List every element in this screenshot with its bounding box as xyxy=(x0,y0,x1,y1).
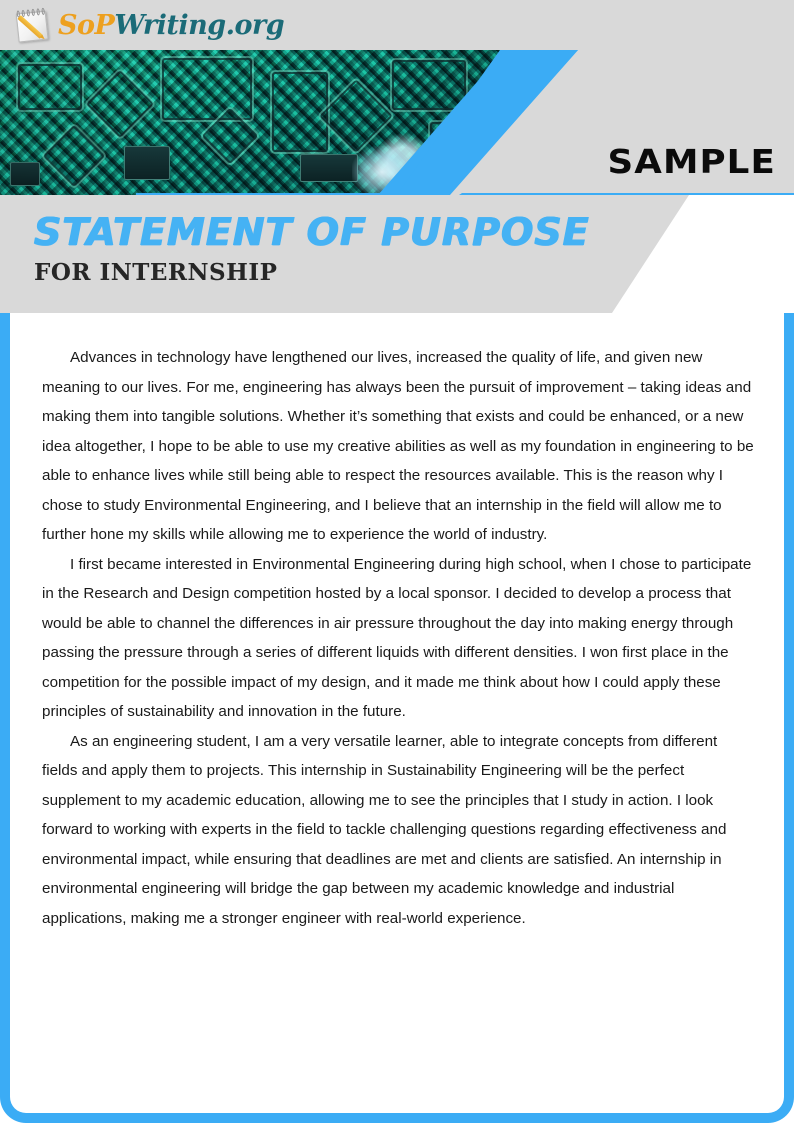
notepad-pencil-icon xyxy=(12,6,53,44)
paragraph: Advances in technology have lengthened our lives, increased the quality of life, and given new meaning to our lives. For me, engineering has always been the pursuit of improvement – taking ideas and making them into tangible solutions. Whether it’s something that exists and could be enhanced, or a new idea altogether, I hope to be able to use my creative abilities as well as my foundation in engineering to be able to enhance lives while still being able to respect the resources available. This is the reason why I chose to study Environmental Engineering, and I believe that an internship in the field will allow me to further hone my skills while allowing me to experience the world of industry. xyxy=(42,349,754,543)
hero-banner xyxy=(0,50,794,195)
paragraph: As an engineering student, I am a very versatile learner, able to integrate concepts from different fields and apply them to projects. This internship in Sustainability Engineering will be the perfect supplement to my academic education, allowing me to see the principles that I study in action. I look forward to working with experts in the field to tackle challenging questions regarding effectiveness and environmental impact, while ensuring that deadlines are met and clients are satisfied. An internship in environmental engineering will bridge the gap between my academic knowledge and industrial applications, making me a stronger engineer with real-world experience. xyxy=(42,732,727,927)
sample-badge: SAMPLE xyxy=(607,142,776,181)
brand-wordmark[interactable] xyxy=(58,9,285,41)
paragraph: I first became interested in Environmental Engineering during high school, when I chose to participate in the Research and Design competition hosted by a local sponsor. I decided to develop a process that would be able to channel the differences in air pressure throughout the day into making energy through passing the pressure through a series of different liquids with different densities. I won first place in the competition for the possible impact of my design, and it made me think about how I could apply these principles of sustainability and innovation in the future. xyxy=(42,555,752,720)
brand-name-part1: SoP xyxy=(58,9,115,41)
brand-name-part2: Writing.org xyxy=(114,9,285,41)
document-content-frame xyxy=(0,313,794,1123)
title-band xyxy=(0,195,794,313)
document-body xyxy=(42,343,756,933)
site-logo-bar xyxy=(0,0,794,50)
page-subtitle: FOR INTERNSHIP xyxy=(34,259,278,286)
title-band-diagonal-cut xyxy=(564,195,794,313)
page-title: STATEMENT OF PURPOSE xyxy=(34,210,590,254)
